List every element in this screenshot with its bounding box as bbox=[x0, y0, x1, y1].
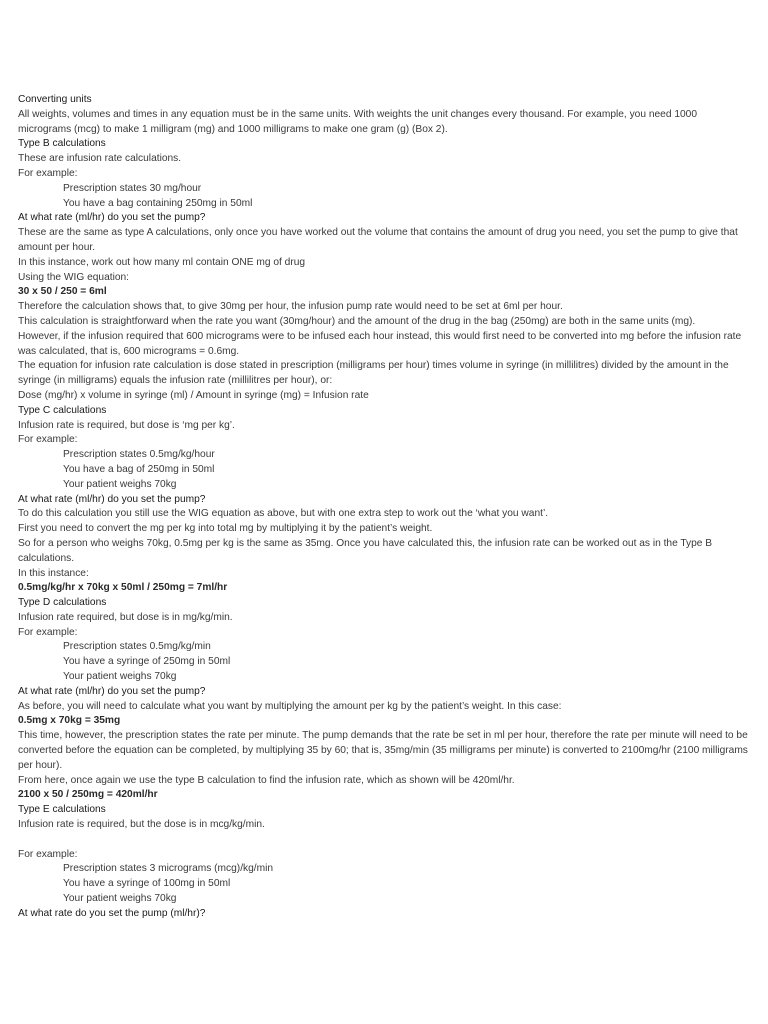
paragraph: For example: bbox=[18, 434, 78, 446]
indented-line: Your patient weighs 70kg bbox=[63, 671, 177, 683]
indented-line: Prescription states 0.5mg/kg/min bbox=[63, 641, 211, 653]
paragraph: This time, however, the prescription states the rate per minute. The pump demands that the rate be set in ml per hour, therefore the rate per minute will need to be converted before the equation can be completed, by multiplying 35 by 60; that is, 35mg/min (35 milligrams per minute) is converted to 2100mg/hr (2100 milligrams per hour). bbox=[18, 730, 748, 771]
paragraph: In this instance, work out how many ml contain ONE mg of drug bbox=[18, 256, 306, 268]
paragraph: First you need to convert the mg per kg into total mg by multiplying it by the patient’s weight. bbox=[18, 523, 433, 535]
question-line: At what rate (ml/hr) do you set the pump? bbox=[18, 493, 206, 505]
document-page bbox=[18, 93, 752, 922]
paragraph: Infusion rate is required, but the dose is in mcg/kg/min. bbox=[18, 819, 265, 831]
section-heading: Type E calculations bbox=[18, 804, 106, 816]
section-heading: Converting units bbox=[18, 94, 92, 105]
paragraph: Therefore the calculation shows that, to give 30mg per hour, the infusion pump rate would need to be set at 6ml per hour. bbox=[18, 301, 563, 313]
question-line: At what rate do you set the pump (ml/hr)? bbox=[18, 907, 206, 919]
indented-line: Prescription states 3 micrograms (mcg)/kg/min bbox=[63, 863, 274, 875]
indented-line: You have a bag of 250mg in 50ml bbox=[63, 463, 215, 475]
paragraph: As before, you will need to calculate what you want by multiplying the amount per kg by the patient’s weight. In this case: bbox=[18, 700, 562, 712]
paragraph: However, if the infusion required that 600 micrograms were to be infused each hour instead, this would first need to be converted into mg before the infusion rate was calculated, that is, 600 micrograms = 0.6mg. bbox=[18, 330, 742, 357]
indented-line: You have a syringe of 250mg in 50ml bbox=[63, 656, 231, 668]
paragraph: Using the WIG equation: bbox=[18, 271, 129, 283]
equation-line: 30 x 50 / 250 = 6ml bbox=[18, 286, 107, 298]
paragraph: Infusion rate required, but dose is in mg/kg/min. bbox=[18, 611, 233, 623]
paragraph: Infusion rate is required, but dose is ‘mg per kg’. bbox=[18, 419, 235, 431]
section-heading: Type B calculations bbox=[18, 138, 106, 150]
indented-line: You have a syringe of 100mg in 50ml bbox=[63, 878, 231, 890]
equation-line: 2100 x 50 / 250mg = 420ml/hr bbox=[18, 789, 158, 801]
question-line: At what rate (ml/hr) do you set the pump? bbox=[18, 685, 206, 697]
paragraph: So for a person who weighs 70kg, 0.5mg per kg is the same as 35mg. Once you have calculated this, the infusion rate can be worked out as in the Type B calculations. bbox=[18, 537, 713, 564]
indented-line: You have a bag containing 250mg in 50ml bbox=[63, 197, 253, 209]
paragraph: These are the same as type A calculations, only once you have worked out the volume that contains the amount of drug you need, you set the pump to give that amount per hour. bbox=[18, 227, 738, 253]
paragraph: For example: bbox=[18, 167, 78, 179]
paragraph: In this instance: bbox=[18, 567, 89, 579]
paragraph: This calculation is straightforward when the rate you want (30mg/hour) and the amount of the drug in the bag (250mg) are both in the same units (mg). bbox=[18, 315, 696, 327]
indented-line: Your patient weighs 70kg bbox=[63, 893, 177, 905]
indented-line: Prescription states 30 mg/hour bbox=[63, 182, 202, 194]
paragraph: All weights, volumes and times in any equation must be in the same units. With weights the unit changes every thousand. For example, you need 1000 micrograms (mcg) to make 1 milligram (mg) and 1000 milligrams to make one gram (g) (Box 2). bbox=[18, 108, 697, 135]
document-body bbox=[18, 93, 752, 922]
equation-line: 0.5mg/kg/hr x 70kg x 50ml / 250mg = 7ml/hr bbox=[18, 582, 228, 594]
blank-line bbox=[18, 833, 752, 848]
paragraph: These are infusion rate calculations. bbox=[18, 153, 182, 165]
question-line: At what rate (ml/hr) do you set the pump? bbox=[18, 212, 206, 224]
indented-line: Your patient weighs 70kg bbox=[63, 478, 177, 490]
paragraph: The equation for infusion rate calculation is dose stated in prescription (milligrams per hour) times volume in syringe (in millilitres) divided by the amount in the syringe (in milligrams) equals the infusion rate (millilitres per hour), or: bbox=[18, 360, 729, 387]
section-heading: Type D calculations bbox=[18, 597, 107, 609]
indented-line: Prescription states 0.5mg/kg/hour bbox=[63, 449, 215, 461]
section-heading: Type C calculations bbox=[18, 404, 107, 416]
equation-line: 0.5mg x 70kg = 35mg bbox=[18, 715, 121, 727]
paragraph: To do this calculation you still use the WIG equation as above, but with one extra step to work out the ‘what you want’. bbox=[18, 508, 549, 520]
paragraph: For example: bbox=[18, 848, 78, 860]
paragraph: From here, once again we use the type B calculation to find the infusion rate, which as shown will be 420ml/hr. bbox=[18, 774, 515, 786]
paragraph: Dose (mg/hr) x volume in syringe (ml) / Amount in syringe (mg) = Infusion rate bbox=[18, 389, 369, 401]
paragraph: For example: bbox=[18, 626, 78, 638]
